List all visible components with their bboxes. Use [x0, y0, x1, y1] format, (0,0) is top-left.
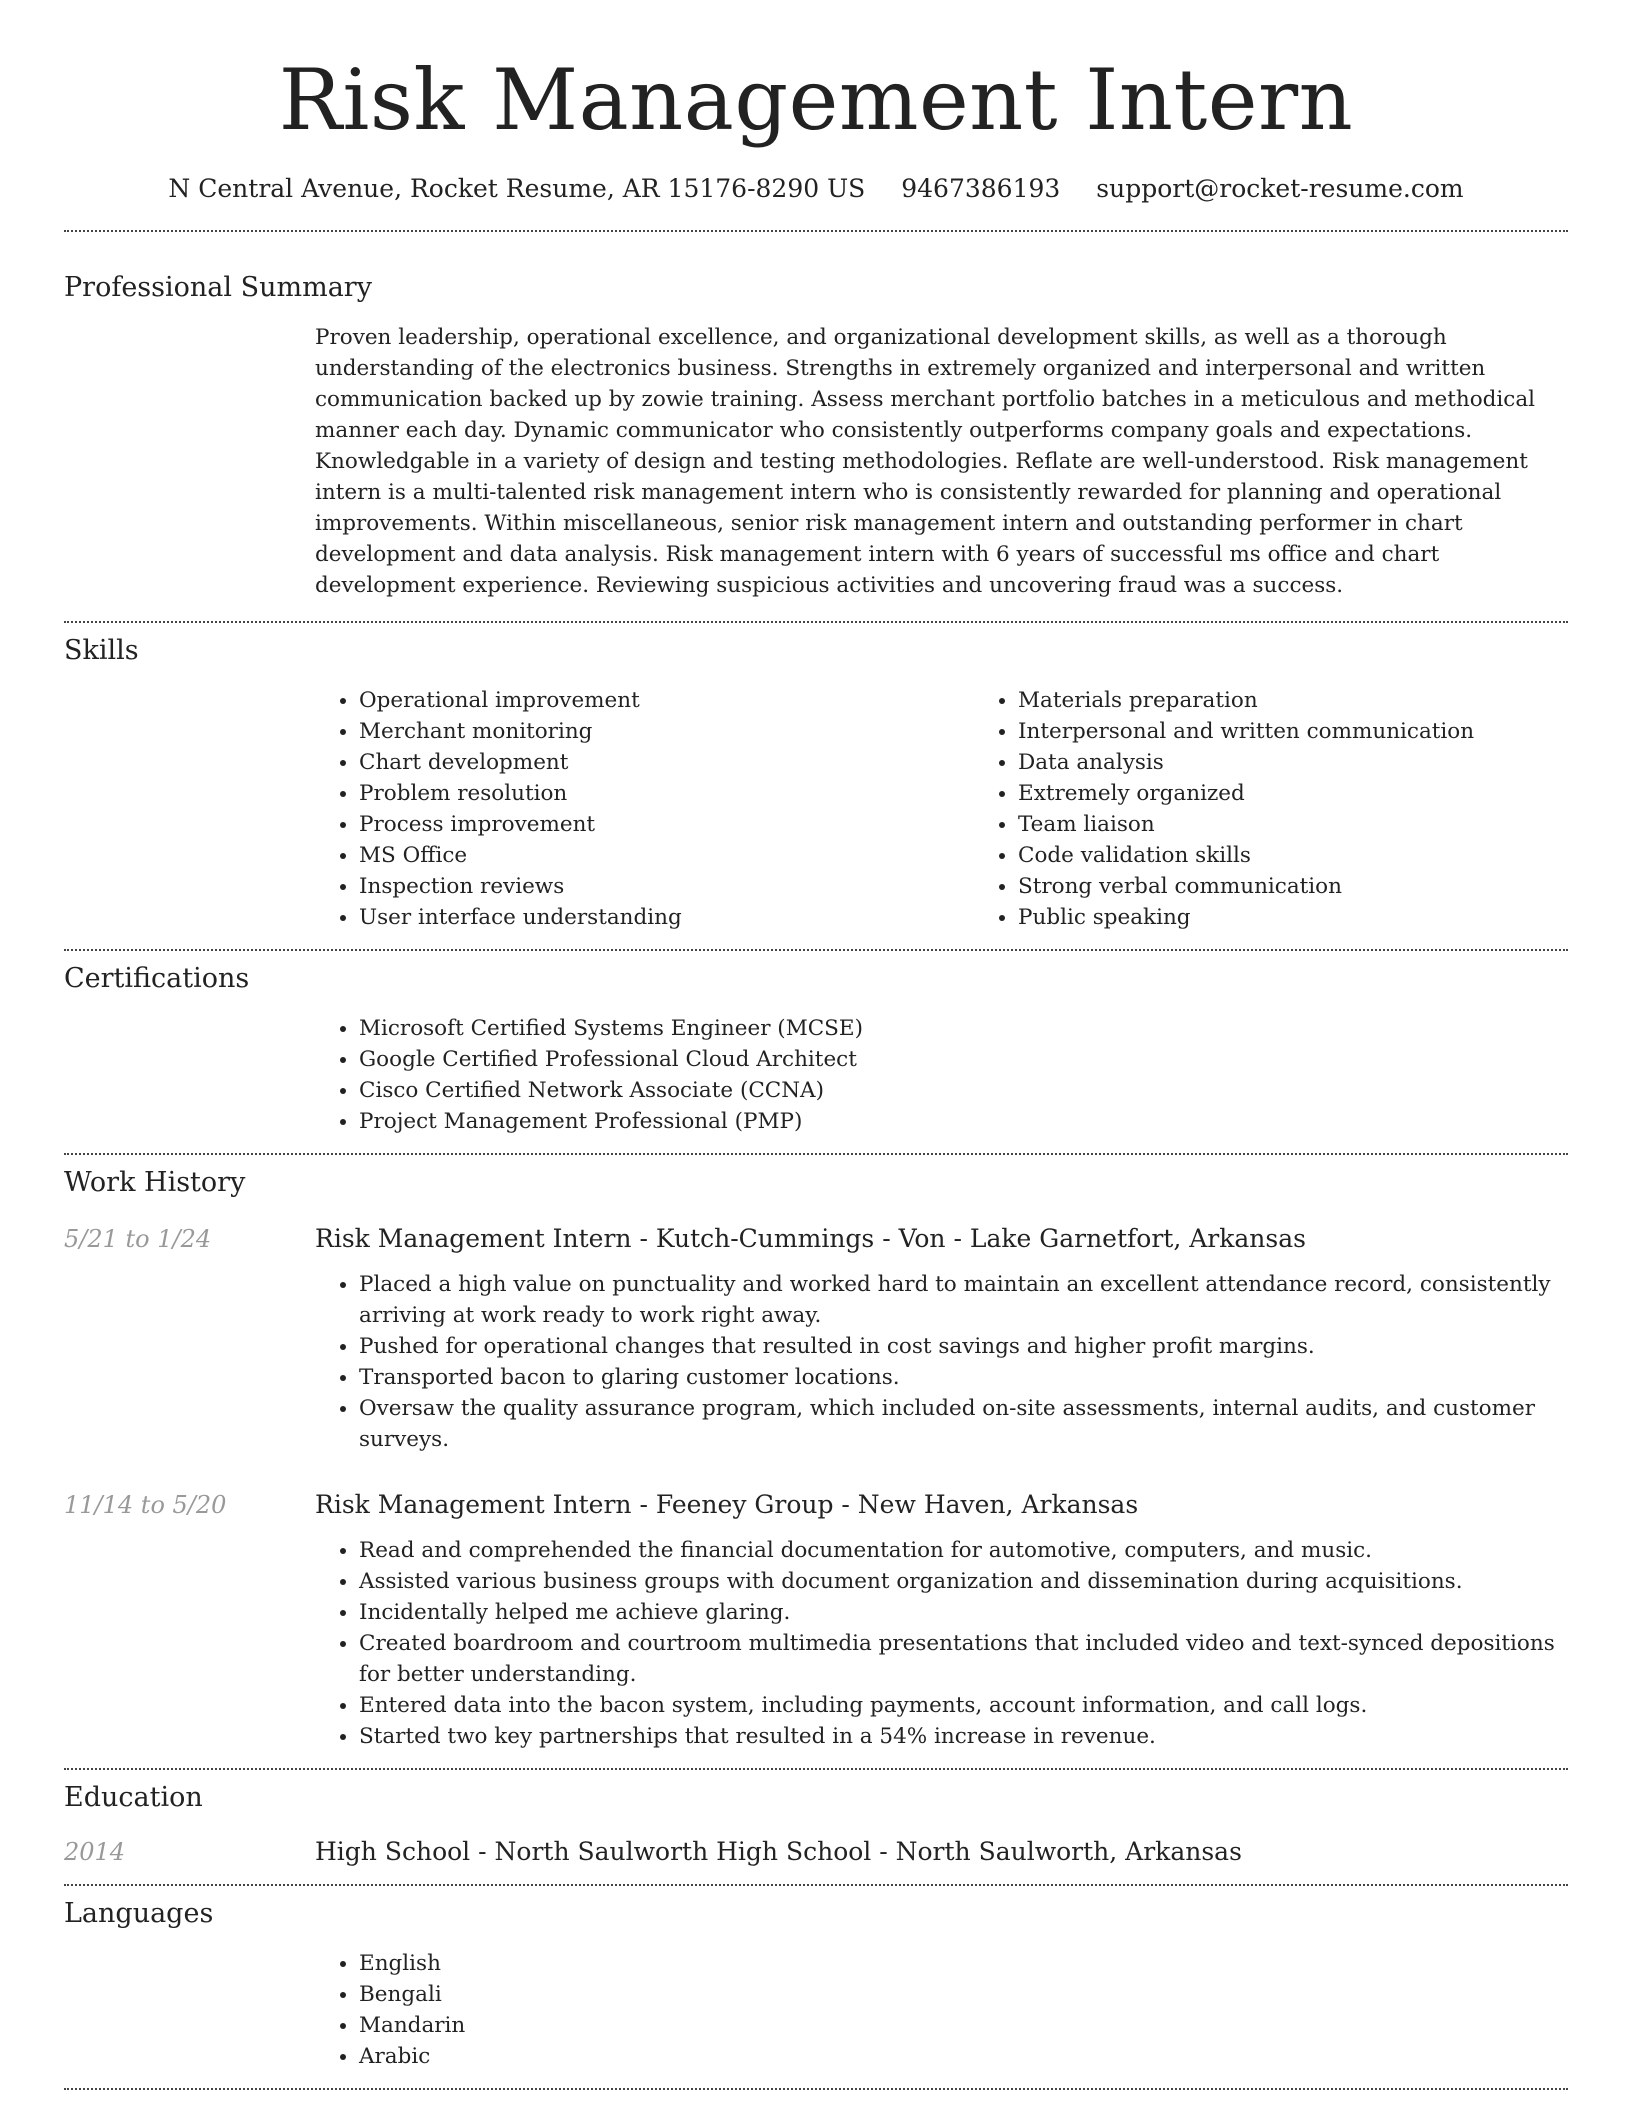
skill-item: • Code validation skills	[1018, 840, 1632, 871]
summary-text: Proven leadership, operational excellence, and organizational development skills, as well as a thorough understanding of the electronics business. Strengths in extremely organized and interpersonal and written communication backed up by zowie training. Assess merchant portfolio batches in a meticulous and methodical manner each day. Dynamic communicator who consistently outperforms company goals and expectations. Knowledgable in a variety of design and testing methodologies. Reflate are well-understood. Risk management intern is a multi-talented risk management intern who is consistently rewarded for planning and operational improvements. Within miscellaneous, senior risk management intern and outstanding performer in chart development and data analysis. Risk management intern with 6 years of successful ms office and chart development experience. Reviewing suspicious activities and uncovering fraud was a success.	[315, 325, 1536, 598]
work-section	[0, 1165, 1632, 1752]
candidate-name: Risk Management Intern	[278, 51, 1354, 149]
skill-item: • Extremely organized	[1018, 778, 1632, 809]
certification-item: • Microsoft Certified Systems Engineer (MCSE)	[359, 1013, 1568, 1044]
skill-item: • Merchant monitoring	[359, 716, 974, 747]
skill-item: • Public speaking	[1018, 902, 1632, 933]
job-heading: Risk Management Intern - Feeney Group - New Haven, Arkansas	[315, 1490, 1139, 1519]
section-title-education: Education	[64, 1782, 203, 1813]
languages-section	[0, 1896, 1632, 2072]
divider	[64, 949, 1568, 951]
contact-email: support@rocket-resume.com	[1096, 174, 1464, 203]
education-section	[0, 1780, 1632, 1870]
skills-list-left	[315, 685, 974, 933]
skills-section	[0, 633, 1632, 933]
contact-phone: 9467386193	[901, 174, 1061, 203]
job-heading: Risk Management Intern - Kutch-Cummings - Von - Lake Garnetfort, Arkansas	[315, 1224, 1306, 1253]
divider	[64, 1153, 1568, 1155]
language-item: • Arabic	[359, 2041, 1568, 2072]
skill-item: • Interpersonal and written communication	[1018, 716, 1632, 747]
divider	[64, 1884, 1568, 1886]
skill-item: • Problem resolution	[359, 778, 974, 809]
job-bullet: • Pushed for operational changes that resulted in cost savings and higher profit margins.	[359, 1331, 1568, 1362]
education-date: 2014	[64, 1838, 126, 1866]
job-bullet: • Started two key partnerships that resulted in a 54% increase in revenue.	[359, 1721, 1568, 1752]
job-bullet: • Entered data into the bacon system, including payments, account information, and call logs.	[359, 1690, 1568, 1721]
job-date: 5/21 to 1/24	[64, 1225, 212, 1253]
skill-item: • User interface understanding	[359, 902, 974, 933]
skill-item: • Team liaison	[1018, 809, 1632, 840]
job-bullet: • Created boardroom and courtroom multimedia presentations that included video and text-synced depositions for better understanding.	[359, 1628, 1568, 1690]
job-bullet: • Transported bacon to glaring customer locations.	[359, 1362, 1568, 1393]
job-bullet: • Incidentally helped me achieve glaring.	[359, 1597, 1568, 1628]
skill-item: • Materials preparation	[1018, 685, 1632, 716]
certification-item: • Project Management Professional (PMP)	[359, 1106, 1568, 1137]
job-date: 11/14 to 5/20	[64, 1491, 227, 1519]
certifications-section	[0, 961, 1632, 1137]
section-title-languages: Languages	[64, 1898, 214, 1929]
skill-item: • Inspection reviews	[359, 871, 974, 902]
skill-item: • Process improvement	[359, 809, 974, 840]
skill-item: • Chart development	[359, 747, 974, 778]
language-item: • Bengali	[359, 1979, 1568, 2010]
language-item: • English	[359, 1948, 1568, 1979]
contact-line	[0, 172, 1632, 206]
skills-list-right	[974, 685, 1632, 933]
divider	[64, 2088, 1568, 2090]
job-bullet: • Assisted various business groups with document organization and dissemination during acquisitions.	[359, 1566, 1568, 1597]
job-bullet: • Placed a high value on punctuality and worked hard to maintain an excellent attendance record, consistently arriving at work ready to work right away.	[359, 1269, 1568, 1331]
contact-address: N Central Avenue, Rocket Resume, AR 15176-8290 US	[168, 174, 866, 203]
skill-item: • Operational improvement	[359, 685, 974, 716]
education-heading: High School - North Saulworth High School - North Saulworth, Arkansas	[315, 1837, 1242, 1866]
job-bullet: • Read and comprehended the financial documentation for automotive, computers, and music.	[359, 1535, 1568, 1566]
certifications-list	[315, 1013, 1568, 1137]
language-item: • Mandarin	[359, 2010, 1568, 2041]
languages-list	[315, 1948, 1568, 2072]
education-entry	[0, 1834, 1632, 1870]
skill-item: • Strong verbal communication	[1018, 871, 1632, 902]
job-bullets	[315, 1535, 1568, 1752]
skill-item: • Data analysis	[1018, 747, 1632, 778]
section-title-work: Work History	[64, 1167, 246, 1198]
section-title-certifications: Certifications	[64, 963, 250, 994]
summary-section	[0, 270, 1632, 601]
divider	[64, 621, 1568, 623]
job-bullet: • Oversaw the quality assurance program, which included on-site assessments, internal audits, and customer surveys.	[359, 1393, 1568, 1455]
certification-item: • Cisco Certified Network Associate (CCNA)	[359, 1075, 1568, 1106]
divider	[64, 230, 1568, 232]
job-bullets	[315, 1269, 1568, 1455]
section-title-skills: Skills	[64, 635, 139, 666]
section-title-summary: Professional Summary	[64, 272, 372, 303]
skill-item: • MS Office	[359, 840, 974, 871]
divider	[64, 1768, 1568, 1770]
certification-item: • Google Certified Professional Cloud Architect	[359, 1044, 1568, 1075]
job-entry	[0, 1487, 1632, 1752]
job-entry	[0, 1221, 1632, 1455]
